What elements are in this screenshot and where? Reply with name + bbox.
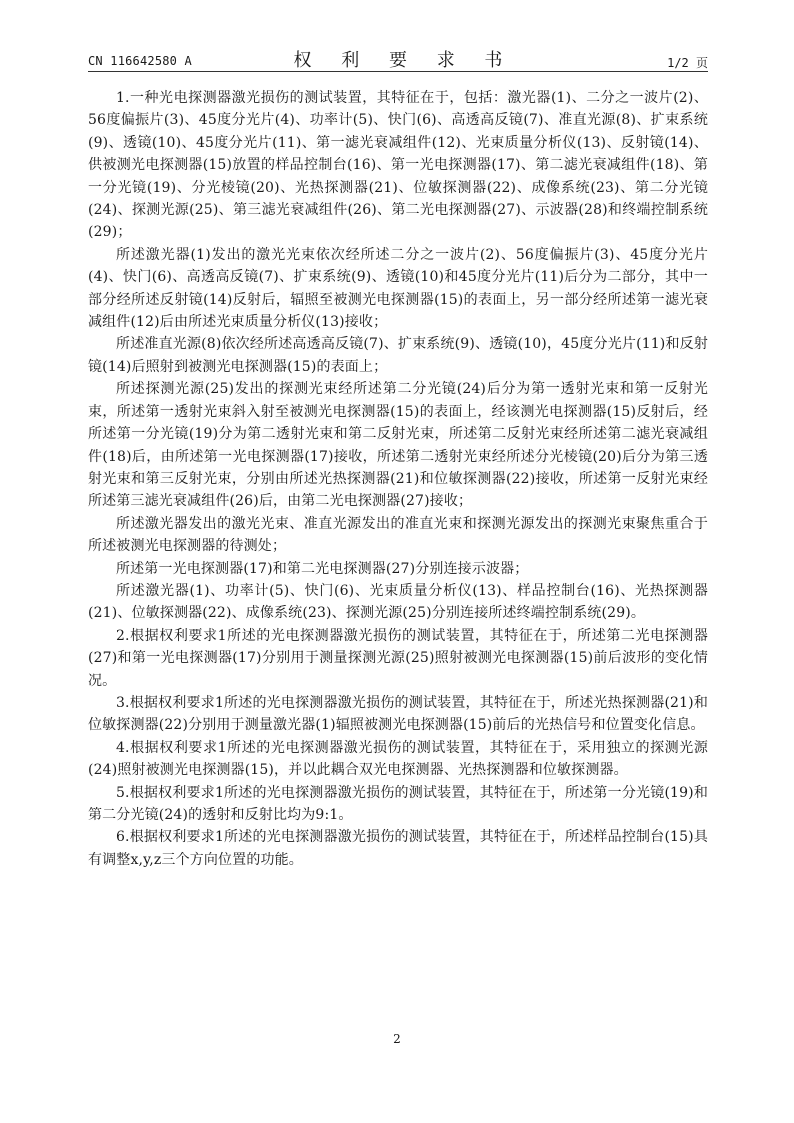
claim-1-paragraph-7: 所述激光器(1)、功率计(5)、快门(6)、光束质量分析仪(13)、样品控制台(16)、光热探测器(21)、位敏探测器(22)、成像系统(23)、探测光源(25)分别连接所述终端控制系统(29)。 [88, 582, 708, 622]
claim-1-paragraph-4: 所述探测光源(25)发出的探测光束经所述第二分光镜(24)后分为第一透射光束和第一反射光束，所述第一透射光束斜入射至被测光电探测器(15)的表面上，经该测光电探测器(15)反射后，经所述第一分光镜(19)分为第二透射光束和第二反射光束，所述第二反射光束经所述第二滤光衰减组件(18)后，由所述第一光电探测器(17)接收，所述第二透射光束经所述分光棱镜(20)后分为第三透射光束和第三反射光束，分别由所述光热探测器(21)和位敏探测器(22)接收，所述第一反射光束经所述第三滤光衰减组件(26)后，由第二光电探测器(27)接收； [88, 381, 708, 510]
claim-1-paragraph-5: 所述激光器发出的激光光束、准直光源发出的准直光束和探测光源发出的探测光束聚焦重合于所述被测光电探测器的待测处； [88, 515, 708, 555]
page-header [88, 44, 708, 70]
claim-3: 3.根据权利要求1所述的光电探测器激光损伤的测试装置，其特征在于，所述光热探测器(21)和位敏探测器(22)分别用于测量激光器(1)辐照被测光电探测器(15)前后的光热信号和位置变化信息。 [88, 694, 708, 734]
claim-1-paragraph-1: 1.一种光电探测器激光损伤的测试装置，其特征在于，包括：激光器(1)、二分之一波片(2)、56度偏振片(3)、45度分光片(4)、功率计(5)、快门(6)、高透高反镜(7)、准直光源(8)、扩束系统(9)、透镜(10)、45度分光片(11)、第一滤光衰减组件(12)、光束质量分析仪(13)、反射镜(14)、供被测光电探测器(15)放置的样品控制台(16)、第一光电探测器(17)、第二滤光衰减组件(18)、第一分光镜(19)、分光棱镜(20)、光热探测器(21)、位敏探测器(22)、成像系统(23)、第二分光镜(24)、探测光源(25)、第三滤光衰减组件(26)、第二光电探测器(27)、示波器(28)和终端控制系统(29)； [88, 90, 708, 241]
header-divider [88, 71, 708, 72]
page-title: 权 利 要 求 书 [293, 50, 515, 71]
claim-2: 2.根据权利要求1所述的光电探测器激光损伤的测试装置，其特征在于，所述第二光电探测器(27)和第一光电探测器(17)分别用于测量探测光源(25)照射被测光电探测器(15)前后波形的变化情况。 [88, 627, 708, 689]
claim-4: 4.根据权利要求1所述的光电探测器激光损伤的测试装置，其特征在于，采用独立的探测光源(24)照射被测光电探测器(15)，并以此耦合双光电探测器、光热探测器和位敏探测器。 [88, 739, 708, 779]
claim-1-paragraph-6: 所述第一光电探测器(17)和第二光电探测器(27)分别连接示波器； [116, 560, 529, 577]
claim-6: 6.根据权利要求1所述的光电探测器激光损伤的测试装置，其特征在于，所述样品控制台(15)具有调整x,y,z三个方向位置的功能。 [88, 829, 708, 868]
page-count: 1/2 页 [667, 56, 708, 70]
claims-body [88, 87, 708, 871]
page-number: 2 [393, 1032, 401, 1046]
claim-5: 5.根据权利要求1所述的光电探测器激光损伤的测试装置，其特征在于，所述第一分光镜(19)和第二分光镜(24)的透射和反射比均为9:1。 [88, 784, 708, 823]
claim-1-paragraph-2: 所述激光器(1)发出的激光光束依次经所述二分之一波片(2)、56度偏振片(3)、45度分光片(4)、快门(6)、高透高反镜(7)、扩束系统(9)、透镜(10)和45度分光片(11)后分为二部分，其中一部分经所述反射镜(14)反射后，辐照至被测光电探测器(15)的表面上，另一部分经所述第一滤光衰减组件(12)后由所述光束质量分析仪(13)接收； [88, 246, 708, 331]
document-number: CN 116642580 A [88, 54, 192, 68]
claim-1-paragraph-3: 所述准直光源(8)依次经所述高透高反镜(7)、扩束系统(9)、透镜(10)，45度分光片(11)和反射镜(14)后照射到被测光电探测器(15)的表面上； [88, 336, 708, 375]
